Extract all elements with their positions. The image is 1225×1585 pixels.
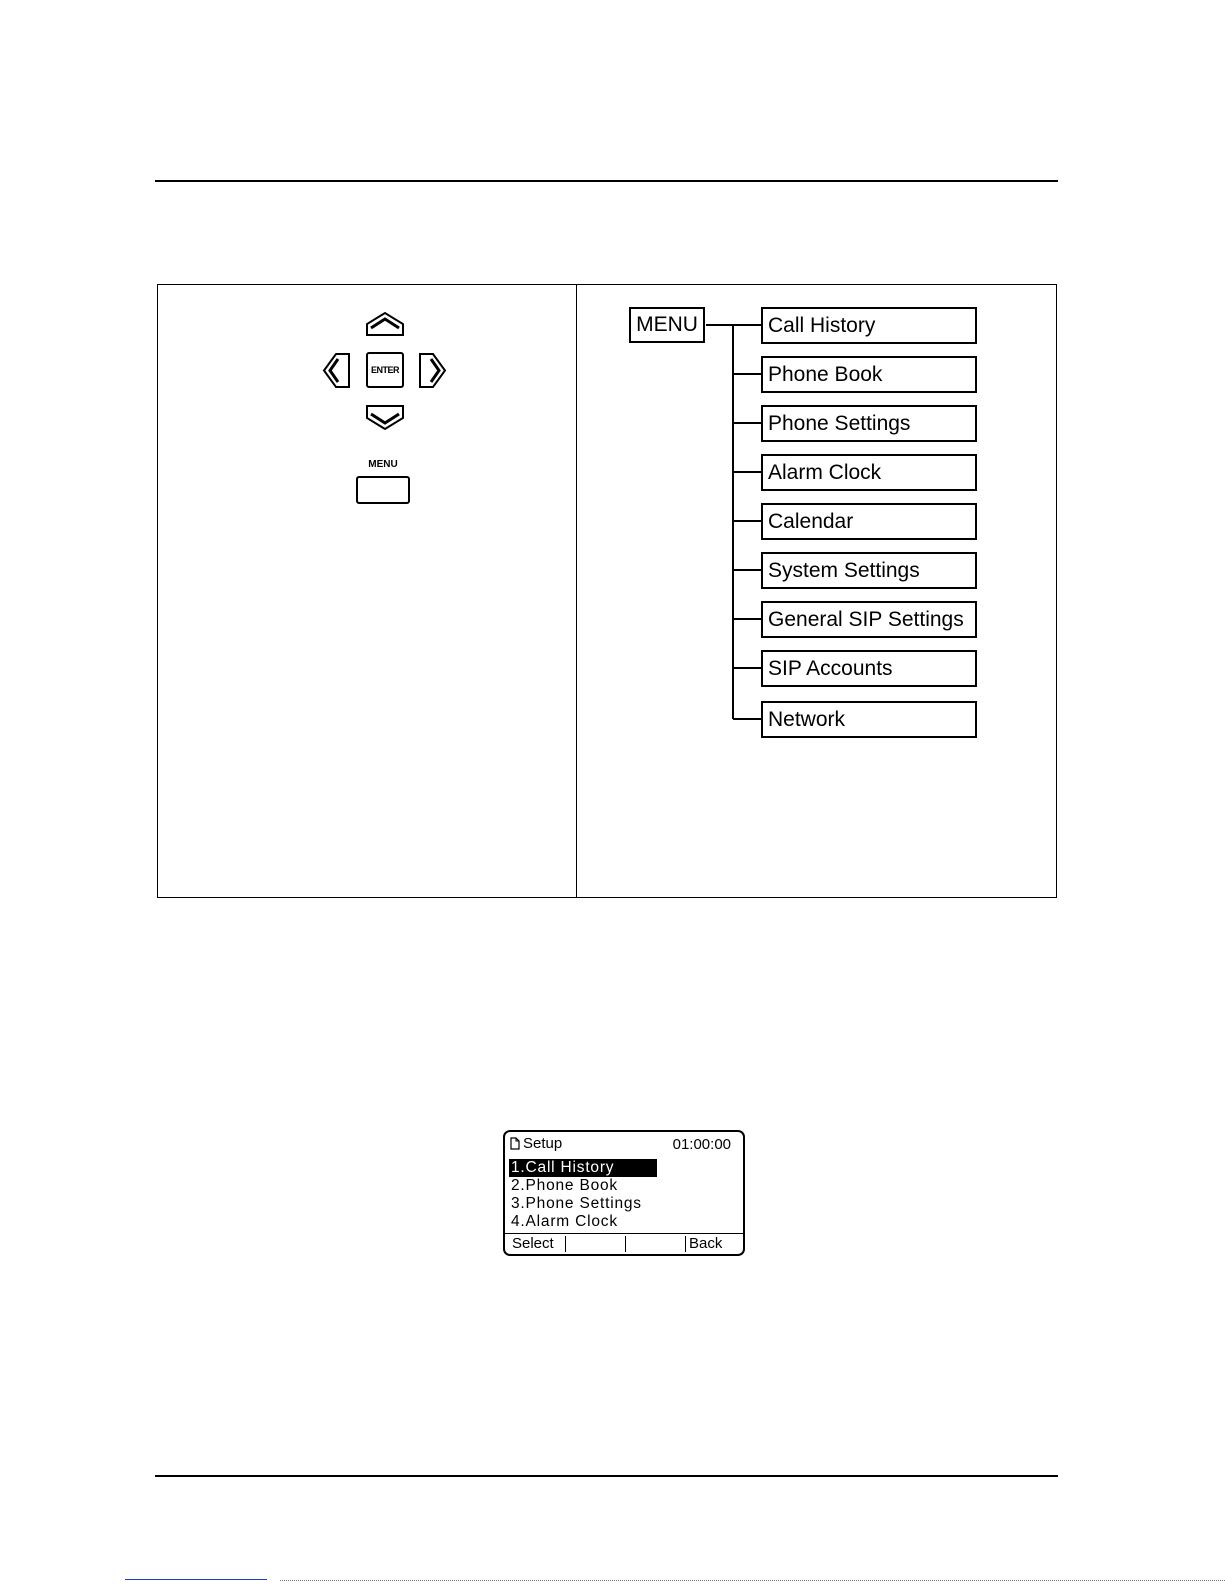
- menu-key-label: MENU: [368, 459, 398, 470]
- enter-key-label: ENTER: [370, 365, 399, 375]
- lcd-item-phone-settings[interactable]: 3.Phone Settings: [511, 1195, 642, 1212]
- lcd-item-phone-book[interactable]: 2.Phone Book: [511, 1177, 618, 1194]
- lcd-screen: [503, 1130, 745, 1256]
- menu-node-network: Network: [761, 701, 977, 738]
- menu-node-alarm-clock: Alarm Clock: [761, 454, 977, 491]
- softkey-divider: [565, 1236, 566, 1252]
- lcd-item-alarm-clock[interactable]: 4.Alarm Clock: [511, 1213, 618, 1230]
- left-key[interactable]: [322, 352, 351, 389]
- lcd-time: 01:00:00: [672, 1136, 731, 1153]
- chevron-up-icon: [365, 311, 405, 337]
- document-icon: [510, 1137, 520, 1150]
- menu-node-system-settings: System Settings: [761, 552, 977, 589]
- figure-divider: [576, 284, 577, 898]
- lcd-title-bar: [510, 1135, 562, 1152]
- softkey-divider: [625, 1236, 626, 1252]
- lcd-item-call-history[interactable]: 1.Call History: [509, 1159, 657, 1177]
- softkey-divider: [685, 1236, 686, 1252]
- footer-dotted-line: [280, 1580, 1225, 1581]
- softkey-select[interactable]: Select: [512, 1235, 554, 1252]
- menu-node-sip-accounts: SIP Accounts: [761, 650, 977, 687]
- menu-root-node: MENU: [629, 307, 705, 343]
- menu-node-phone-book: Phone Book: [761, 356, 977, 393]
- menu-key[interactable]: [356, 476, 410, 504]
- menu-node-call-history: Call History: [761, 307, 977, 344]
- footer-link-underline[interactable]: [125, 1579, 267, 1580]
- up-key[interactable]: [365, 311, 405, 337]
- menu-node-phone-settings: Phone Settings: [761, 405, 977, 442]
- footer-rule: [155, 1475, 1058, 1477]
- lcd-menu-list: [509, 1159, 739, 1231]
- chevron-down-icon: [365, 404, 405, 431]
- down-key[interactable]: [365, 404, 405, 431]
- right-key[interactable]: [418, 352, 447, 389]
- chevron-left-icon: [322, 352, 351, 389]
- menu-node-general-sip-settings: General SIP Settings: [761, 601, 977, 638]
- lcd-title: Setup: [523, 1135, 563, 1152]
- header-rule: [155, 180, 1058, 182]
- chevron-right-icon: [418, 352, 447, 389]
- lcd-softkey-bar: [505, 1233, 743, 1254]
- menu-node-calendar: Calendar: [761, 503, 977, 540]
- enter-key[interactable]: [366, 352, 404, 388]
- softkey-back[interactable]: Back: [689, 1235, 723, 1252]
